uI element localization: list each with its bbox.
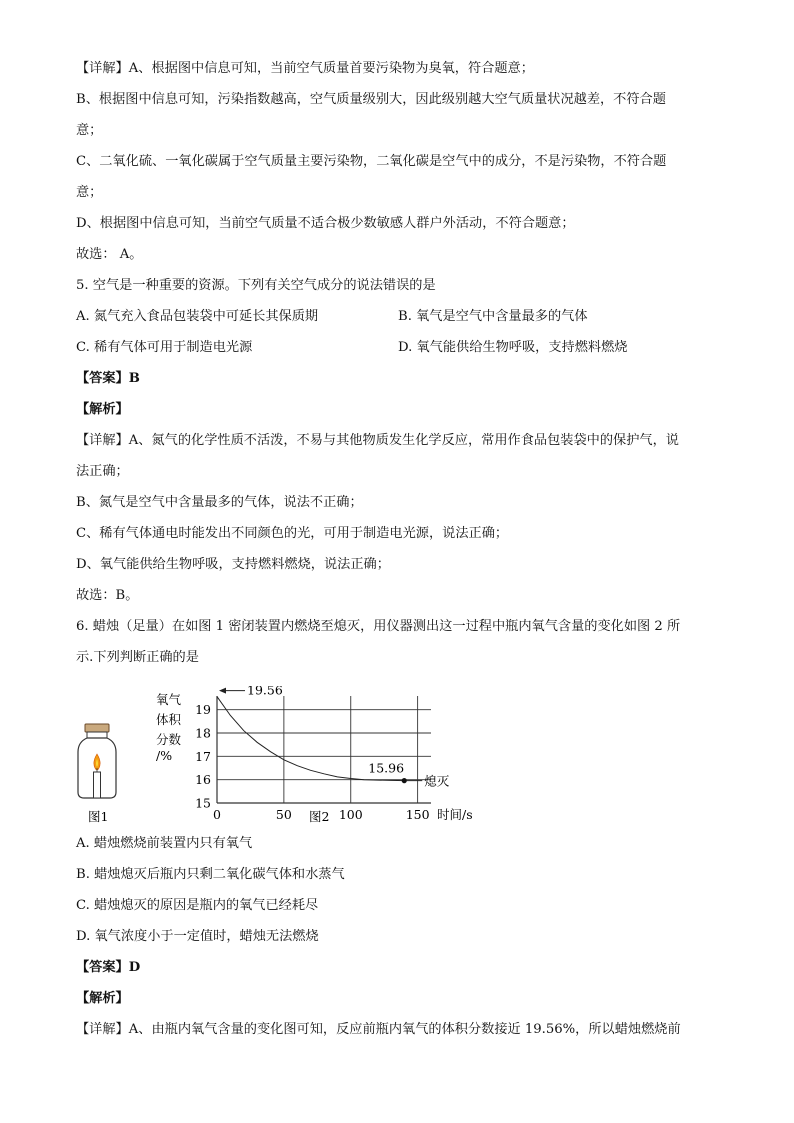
fig1-label: 图1 — [88, 809, 109, 824]
option-b: B. 氧气是空气中含量最多的气体 — [398, 309, 588, 324]
analysis-label: 【解析】 — [76, 991, 129, 1006]
detail-line: B、根据图中信息可知，污染指数越高，空气质量级别大，因此级别越大空气质量状况越差，不符合题 — [76, 92, 666, 107]
option-c: C. 蜡烛熄灭的原因是瓶内的氧气已经耗尽 — [76, 898, 319, 913]
detail-line: D、氧气能供给生物呼吸，支持燃料燃烧，说法正确； — [76, 557, 390, 572]
y-axis-label: 氧气 — [156, 692, 182, 707]
option-d: D. 氧气浓度小于一定值时，蜡烛无法燃烧 — [76, 929, 319, 944]
y-tick-label: 18 — [195, 725, 211, 741]
end-point-marker — [402, 778, 407, 783]
figure-svg — [76, 686, 526, 832]
y-tick-label: 17 — [195, 748, 211, 764]
start-value-label: 19.56 — [247, 686, 283, 698]
analysis-label: 【解析】 — [76, 402, 129, 417]
x-tick-label: 100 — [338, 807, 363, 822]
option-a: A. 氮气充入食品包装袋中可延长其保质期 — [76, 309, 319, 324]
detail-line: D、根据图中信息可知，当前空气质量不适合极少数敏感人群户外活动，不符合题意； — [76, 216, 575, 231]
y-axis-label: /% — [156, 748, 173, 763]
y-tick-label: 15 — [195, 795, 211, 811]
figure-block — [76, 686, 526, 832]
option-c: C. 稀有气体可用于制造电光源 — [76, 340, 253, 355]
end-value-label: 15.96 — [368, 760, 405, 776]
detail-line: B、氮气是空气中含量最多的气体，说法不正确； — [76, 495, 363, 510]
x-tick-label: 150 — [405, 807, 430, 822]
x-tick-label: 0 — [213, 807, 221, 822]
detail-line: 意； — [76, 123, 103, 138]
question-6: 6. 蜡烛（足量）在如图 1 密闭装置内燃烧至熄灭，用仪器测出这一过程中瓶内氧气含量的变化如图 2 所 — [76, 619, 681, 634]
detail-line: C、二氧化硫、一氧化碳属于空气质量主要污染物，二氧化碳是空气中的成分，不是污染物，不符合题 — [76, 154, 667, 169]
start-arrowhead — [219, 688, 226, 694]
detail-line: C、稀有气体通电时能发出不同颜色的光，可用于制造电光源，说法正确； — [76, 526, 509, 541]
y-axis-label: 体积 — [156, 712, 182, 727]
option-d: D. 氧气能供给生物呼吸，支持燃料燃烧 — [398, 340, 628, 355]
answer-choice: 故选： A。 — [76, 247, 143, 262]
detail-line: 【详解】A、由瓶内氧气含量的变化图可知，反应前瓶内氧气的体积分数接近 19.56%，所以蜡烛燃烧前 — [76, 1022, 681, 1037]
option-b: B. 蜡烛熄灭后瓶内只剩二氧化碳气体和水蒸气 — [76, 867, 345, 882]
detail-line: 【详解】A、氮气的化学性质不活泼，不易与其他物质发生化学反应，常用作食品包装袋中的保护气，说 — [76, 433, 679, 448]
detail-line: 【详解】A、根据图中信息可知，当前空气质量首要污染物为臭氧，符合题意； — [76, 61, 534, 76]
answer-label: 【答案】D — [76, 960, 141, 975]
jar-illustration — [78, 724, 116, 798]
fig2-label: 图2 — [309, 809, 330, 824]
detail-line: 意； — [76, 185, 103, 200]
question-6-cont: 示.下列判断正确的是 — [76, 650, 199, 665]
y-tick-label: 16 — [195, 772, 211, 788]
extinguish-label: 熄灭 — [424, 773, 450, 789]
y-tick-label: 19 — [195, 702, 211, 718]
question-5: 5. 空气是一种重要的资源。下列有关空气成分的说法错误的是 — [76, 278, 436, 293]
y-axis-label: 分数 — [156, 732, 182, 747]
x-tick-label: 50 — [275, 807, 292, 822]
answer-label: 【答案】B — [76, 371, 140, 386]
detail-line: 法正确； — [76, 464, 129, 479]
chart-grid — [217, 696, 431, 803]
answer-choice: 故选：B。 — [76, 588, 139, 603]
option-a: A. 蜡烛燃烧前装置内只有氧气 — [76, 836, 253, 851]
x-axis-label: 时间/s — [437, 807, 473, 822]
